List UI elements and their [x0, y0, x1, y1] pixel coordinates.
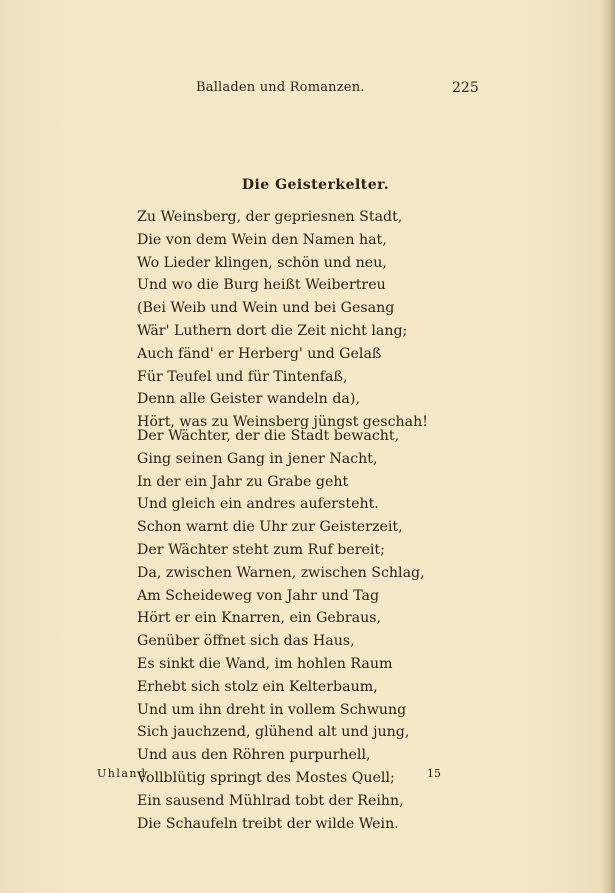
poem-line: (Bei Weib und Wein und bei Gesang	[137, 300, 395, 317]
poem-line: Auch fänd' er Herberg' und Gelaß	[137, 345, 382, 362]
poem-line: Wo Lieder klingen, schön und neu,	[137, 254, 387, 271]
poem-line: Schon warnt die Uhr zur Geisterzeit,	[137, 519, 403, 536]
page-edge-shadow	[601, 0, 615, 893]
running-title: Balladen und Romanzen.	[196, 80, 365, 95]
poem-line: Und aus den Röhren purpurhell,	[137, 747, 371, 764]
signature-author: Uhland.	[97, 767, 152, 780]
poem-line: Vollblütig springt des Mostes Quell;	[137, 769, 395, 786]
poem-line: Für Teufel und für Tintenfaß,	[137, 368, 348, 385]
poem-line: Sich jauchzend, glühend alt und jung,	[137, 724, 410, 741]
poem-line: Zu Weinsberg, der gepriesnen Stadt,	[137, 209, 403, 225]
page-number: 225	[452, 80, 479, 96]
poem-line: Ging seinen Gang in jener Nacht,	[137, 450, 378, 467]
poem-line: Da, zwischen Warnen, zwischen Schlag,	[137, 564, 425, 581]
poem-line: Genüber öffnet sich das Haus,	[137, 633, 355, 650]
stanza	[137, 425, 477, 835]
poem-line: Und um ihn dreht in vollem Schwung	[137, 701, 407, 718]
poem-line: Am Scheideweg von Jahr und Tag	[137, 587, 380, 604]
poem-line: Ein sausend Mühlrad tobt der Reihn,	[137, 792, 404, 809]
poem-line: Es sinkt die Wand, im hohlen Raum	[137, 655, 393, 672]
poem-line: Und wo die Burg heißt Weibertreu	[137, 277, 386, 294]
poem-line: Denn alle Geister wandeln da),	[137, 391, 360, 408]
signature-mark: 15	[427, 767, 441, 780]
poem-line: Die Schaufeln treibt der wilde Wein.	[137, 815, 399, 832]
poem-line: Hört, was zu Weinsberg jüngst geschah!	[137, 414, 428, 431]
poem-line: Und gleich ein andres aufersteht.	[137, 496, 379, 513]
poem-line: Hört er ein Knarren, ein Gebraus,	[137, 610, 382, 627]
poem-line: Wär' Luthern dort die Zeit nicht lang;	[137, 322, 408, 339]
poem-line: In der ein Jahr zu Grabe geht	[137, 473, 349, 490]
poem-line: Der Wächter steht zum Ruf bereit;	[137, 541, 385, 558]
poem-line: Die von dem Wein den Namen hat,	[137, 231, 387, 248]
poem-line: Der Wächter, der die Stadt bewacht,	[137, 428, 400, 444]
running-head	[0, 80, 615, 100]
poem-title: Die Geisterkelter.	[241, 177, 390, 193]
poem-line: Erhebt sich stolz ein Kelterbaum,	[137, 678, 378, 695]
stanza	[137, 206, 477, 434]
